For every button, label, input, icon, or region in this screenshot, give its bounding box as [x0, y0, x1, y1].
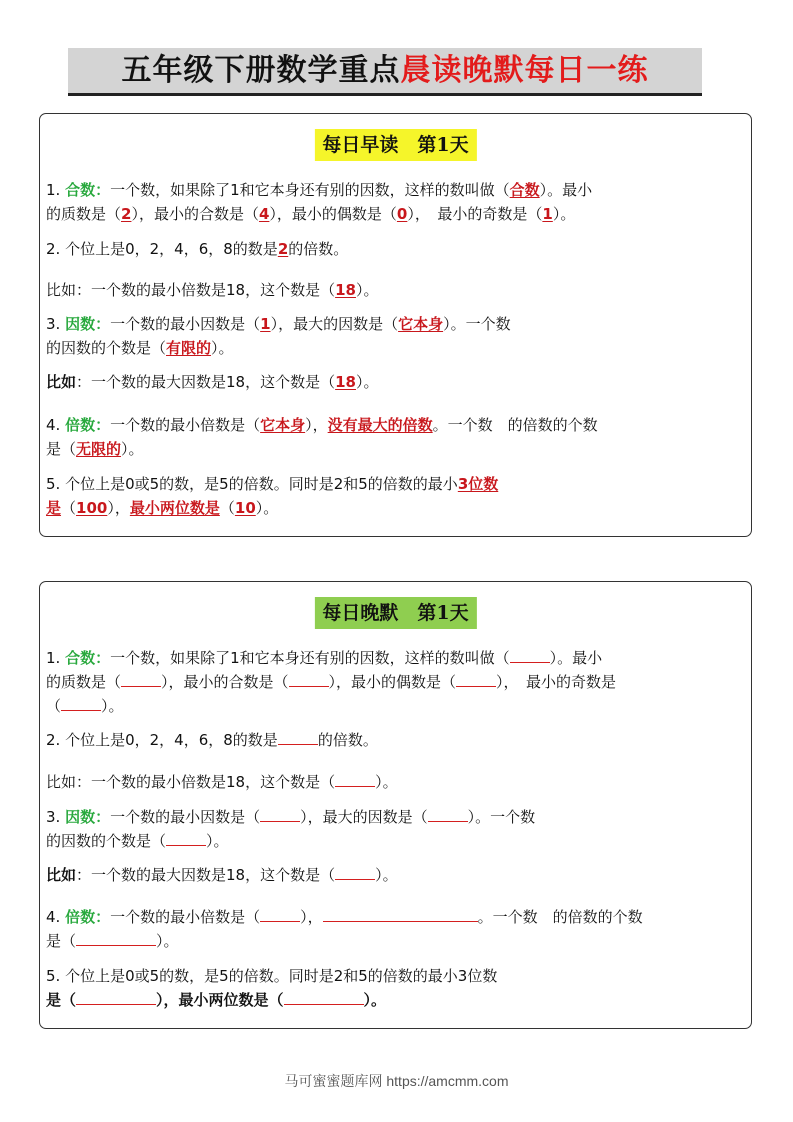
evening-recall-card [39, 581, 752, 1029]
evening-q5-line1: 5. 个位上是0或5的数，是5的倍数。同时是2和5的倍数的最小3位数 [46, 967, 498, 985]
answer-blank[interactable] [76, 930, 156, 946]
evening-example2: 比如：一个数的最大因数是18，这个数是（ ）。 [46, 866, 398, 884]
answer-blank[interactable] [284, 989, 364, 1005]
evening-q4-line2: 是（ ）。 [46, 932, 179, 950]
answer-blank[interactable] [335, 771, 375, 787]
evening-heading: 每日晚默 第1天 [314, 597, 476, 629]
morning-q1-line2: 的质数是（2），最小的合数是（4），最小的偶数是（0）， 最小的奇数是（1）。 [46, 205, 576, 223]
morning-q4-line1: 4. 倍数：一个数的最小倍数是（它本身），没有最大的倍数。一个数 的倍数的个数 [46, 416, 598, 434]
answer-blank[interactable] [76, 989, 156, 1005]
morning-example2: 比如：一个数的最大因数是18，这个数是（18）。 [46, 373, 379, 391]
answer-blank[interactable] [121, 671, 161, 687]
morning-example1: 比如：一个数的最小倍数是18，这个数是（18）。 [46, 281, 379, 299]
answer-blank[interactable] [61, 695, 101, 711]
evening-q4-line1: 4. 倍数：一个数的最小倍数是（ ）， 。一个数 的倍数的个数 [46, 908, 643, 926]
answer-blank[interactable] [260, 906, 300, 922]
footer-watermark: 马可蜜蜜题库网 https://amcmm.com [284, 1073, 509, 1089]
answer-blank[interactable] [335, 864, 375, 880]
evening-example1: 比如：一个数的最小倍数是18，这个数是（ ）。 [46, 773, 398, 791]
morning-q5-line1: 5. 个位上是0或5的数，是5的倍数。同时是2和5的倍数的最小3位数 [46, 475, 499, 493]
morning-q4-line2: 是（无限的）。 [46, 440, 144, 458]
evening-q1-line3: （ ）。 [46, 697, 124, 715]
page-title: 五年级下册数学重点晨读晚默每日一练 [68, 48, 702, 96]
morning-reading-card [39, 113, 752, 537]
morning-q1-line1: 1. 合数：一个数，如果除了1和它本身还有别的因数，这样的数叫做（合数）。最小 [46, 181, 593, 199]
morning-heading: 每日早读 第1天 [314, 129, 476, 161]
answer-blank[interactable] [456, 671, 496, 687]
evening-q5-line2: 是（ ），最小两位数是（ ）。 [46, 991, 387, 1009]
answer-blank[interactable] [278, 729, 318, 745]
answer-blank[interactable] [289, 671, 329, 687]
answer-blank[interactable] [510, 647, 550, 663]
evening-q3-line2: 的因数的个数是（ ）。 [46, 832, 229, 850]
evening-q1-line2: 的质数是（ ），最小的合数是（ ），最小的偶数是（ ）， 最小的奇数是 [46, 673, 617, 691]
answer-blank[interactable] [260, 806, 300, 822]
morning-q3-line1: 3. 因数：一个数的最小因数是（1），最大的因数是（它本身）。一个数 [46, 315, 511, 333]
morning-q2: 2. 个位上是0，2，4，6，8的数是2的倍数。 [46, 240, 349, 258]
evening-q2: 2. 个位上是0，2，4，6，8的数是 的倍数。 [46, 731, 378, 749]
answer-blank[interactable] [428, 806, 468, 822]
evening-q3-line1: 3. 因数：一个数的最小因数是（ ），最大的因数是（ ）。一个数 [46, 808, 536, 826]
morning-q3-line2: 的因数的个数是（有限的）。 [46, 339, 234, 357]
answer-blank[interactable] [166, 830, 206, 846]
evening-q1-line1: 1. 合数：一个数，如果除了1和它本身还有别的因数，这样的数叫做（ ）。最小 [46, 649, 603, 667]
morning-q5-line2: 是（100），最小两位数是（10）。 [46, 499, 279, 517]
answer-blank[interactable] [323, 906, 478, 922]
